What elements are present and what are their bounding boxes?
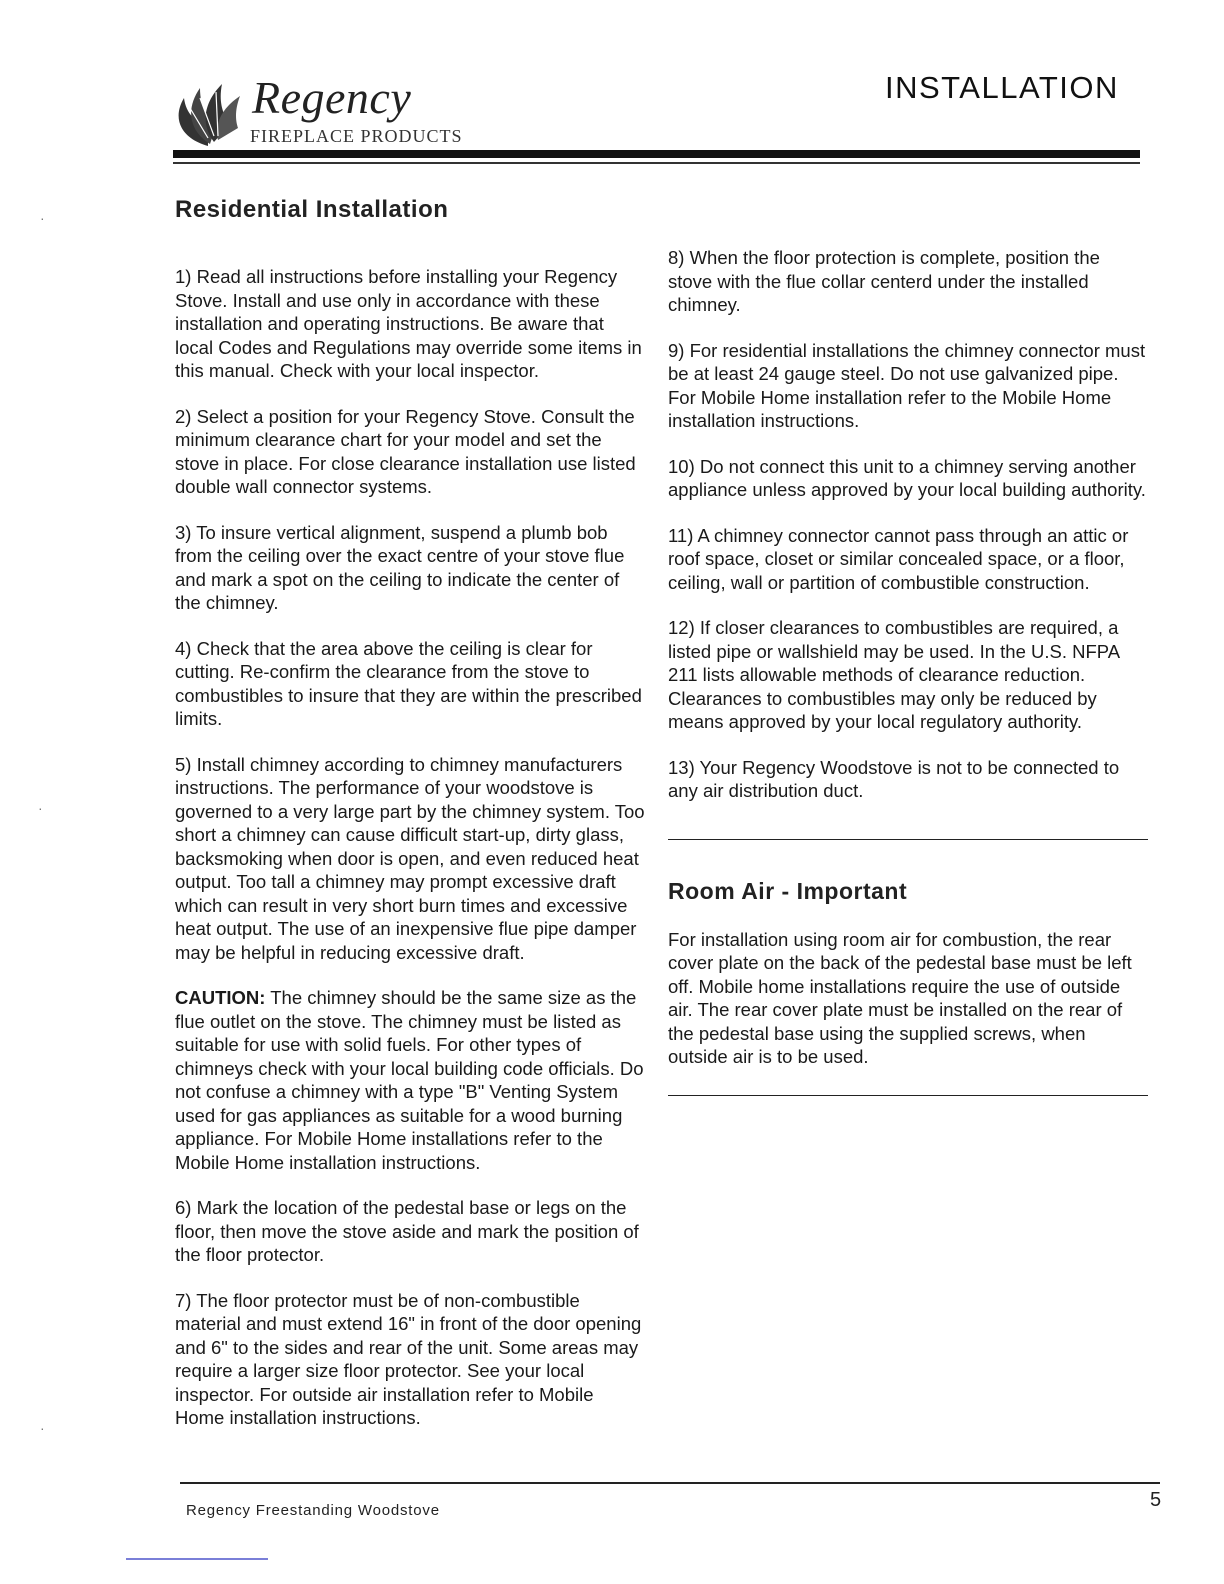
caution-label: CAUTION:	[175, 987, 266, 1008]
instruction-text: 6) Mark the location of the pedestal base or legs on the floor, then move the stove aside and mark the position of the floor protector.	[175, 1197, 639, 1265]
brand-name: Regency	[252, 72, 412, 123]
instruction-text: 10) Do not connect this unit to a chimney serving another appliance unless approved by your local building authority.	[668, 455, 1146, 500]
scan-speck: ·	[38, 800, 43, 816]
instruction-item-7	[175, 1289, 645, 1430]
instruction-item-13	[668, 756, 1148, 803]
instruction-text: 4) Check that the area above the ceiling is clear for cutting. Re-confirm the clearance from the stove to combustibles to insure that they are within the prescribed limits.	[175, 637, 642, 729]
instruction-text: 12) If closer clearances to combustibles are required, a listed pipe or wallshield may be used. In the U.S. NFPA 211 lists allowable methods of clearance reduction. Clearances to combustibles may only be reduced by means approved by your local regulatory authority.	[668, 617, 1120, 732]
left-column	[175, 195, 645, 1452]
scan-artifact-line	[126, 1558, 268, 1560]
instruction-item-5	[175, 753, 645, 965]
instruction-text: 13) Your Regency Woodstove is not to be connected to any air distribution duct.	[668, 756, 1120, 801]
scan-speck: ·	[40, 210, 45, 226]
instruction-item-8	[668, 246, 1148, 317]
scan-speck: ·	[40, 1420, 45, 1436]
section-divider-bottom	[668, 1095, 1148, 1096]
instruction-text: 2) Select a position for your Regency Stove. Consult the minimum clearance chart for your model and set the stove in place. For close clearance installation use listed double wall connector systems.	[175, 405, 636, 497]
instruction-item-12	[668, 616, 1148, 734]
instruction-item-9	[668, 339, 1148, 433]
residential-heading: Residential Installation	[175, 196, 449, 223]
caution-block	[175, 986, 645, 1174]
instruction-item-6	[175, 1196, 645, 1267]
flame-leaf-logo-icon	[170, 78, 250, 148]
section-divider	[668, 839, 1148, 840]
instruction-item-3	[175, 521, 645, 615]
caution-paragraph	[175, 986, 645, 1174]
footer-product-name: Regency Freestanding Woodstove	[186, 1502, 440, 1519]
section-title: INSTALLATION	[885, 70, 1119, 105]
instruction-text: 9) For residential installations the chimney connector must be at least 24 gauge steel. Do not use galvanized pipe. For Mobile Home installation refer to the Mobile Home installation instructions.	[668, 339, 1146, 431]
instruction-text: 11) A chimney connector cannot pass through an attic or roof space, closet or similar concealed space, or a floor, ceiling, wall or partition of combustible construction.	[668, 524, 1129, 593]
instruction-text: 5) Install chimney according to chimney manufacturers instructions. The performance of your woodstove is governed to a very large part by the chimney system. Too short a chimney can cause difficult start-up, dirty glass, backsmoking when door is open, and even reduced heat output. Too tall a chimney may prompt excessive draft which can result in very short burn times and excessive heat output. The use of an inexpensive flue pipe damper may be helpful in reducing excessive draft.	[175, 753, 645, 963]
brand-tagline: FIREPLACE PRODUCTS	[250, 126, 463, 146]
right-column	[668, 246, 1148, 1132]
instruction-item-10	[668, 455, 1148, 502]
instruction-item-4	[175, 637, 645, 731]
footer-divider	[180, 1482, 1160, 1484]
room-air-heading: Room Air - Important	[668, 877, 908, 904]
instruction-text: 1) Read all instructions before installing your Regency Stove. Install and use only in accordance with these installation and operating instructions. Be aware that local Codes and Regulations may override some items in this manual. Check with your local inspector.	[175, 266, 642, 381]
instruction-text: 3) To insure vertical alignment, suspend a plumb bob from the ceiling over the exact centre of your stove flue and mark a spot on the ceiling to indicate the center of the chimney.	[175, 521, 625, 613]
instruction-item-1	[175, 265, 645, 383]
instruction-item-11	[668, 524, 1148, 595]
instruction-text: 8) When the floor protection is complete, position the stove with the flue collar centerd under the installed chimney.	[668, 247, 1100, 315]
instruction-text: 7) The floor protector must be of non-combustible material and must extend 16" in front of the door opening and 6" to the sides and rear of the unit. Some areas may require a larger size floor protector. See your local inspector. For outside air installation refer to Mobile Home installation instructions.	[175, 1289, 642, 1428]
header-divider	[173, 150, 1140, 158]
room-air-text: For installation using room air for combustion, the rear cover plate on the back of the pedestal base must be left off. Mobile home installations require the use of outside air. The rear cover plate must be installed on the rear of the pedestal base using the supplied screws, when outside air is to be used.	[668, 928, 1132, 1067]
caution-text: The chimney should be the same size as the flue outlet on the stove. The chimney must be listed as suitable for use with solid fuels. For other types of chimneys check with your local building code officials. Do not confuse a chimney with a type "B" Venting System used for gas appliances as suitable for a wood burning appliance. For Mobile Home installations refer to the Mobile Home installation instructions.	[175, 987, 644, 1173]
regency-logo	[170, 70, 470, 150]
page-number: 5	[1150, 1489, 1162, 1511]
header-divider-thin	[173, 162, 1140, 164]
instruction-item-2	[175, 405, 645, 499]
